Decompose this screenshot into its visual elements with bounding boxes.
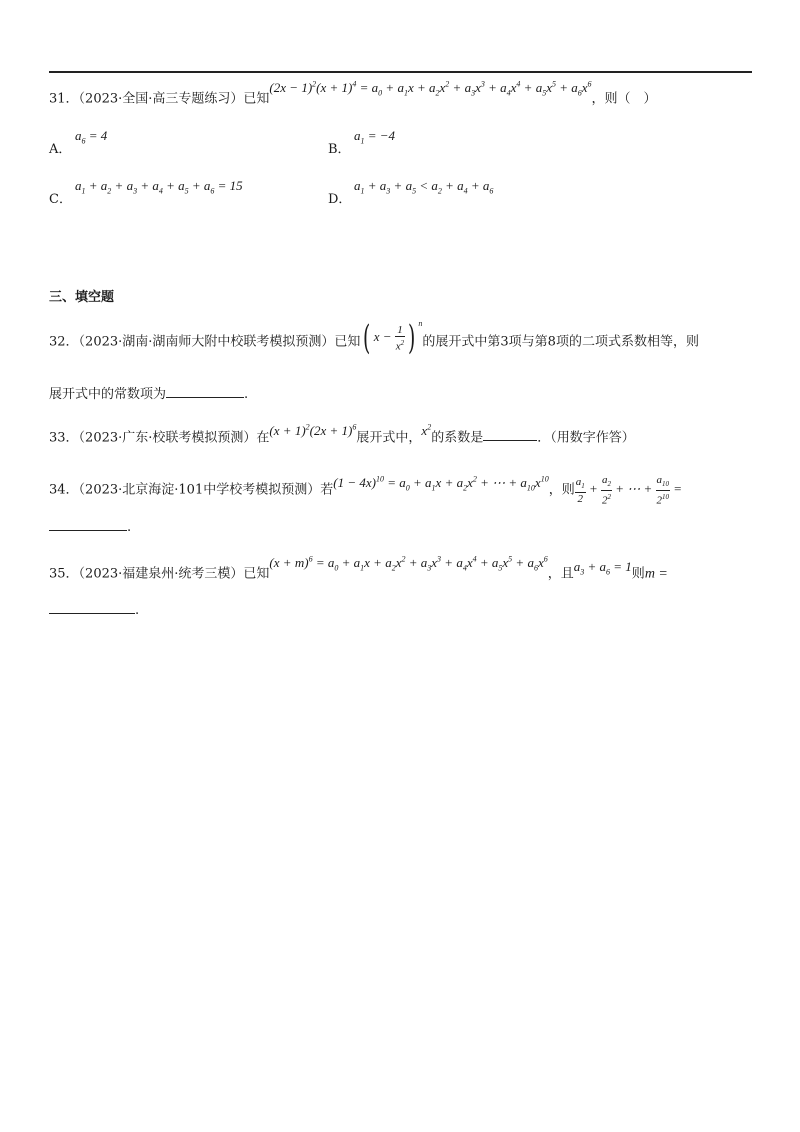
- q31-option-a-letter: A．: [49, 142, 72, 157]
- q33-text1: 展开式中，: [356, 430, 422, 446]
- q31-option-b-formula: $a_1 = -4$: [354, 128, 396, 146]
- q34-text1: ，则: [548, 482, 575, 498]
- q31-option-b-letter: B．: [328, 142, 351, 157]
- question-34-cont: [49, 518, 131, 537]
- q33-term: $x^2$: [421, 423, 432, 439]
- q33-source: （2023·广东·校联考模拟预测）: [78, 430, 257, 446]
- q32-text2: 展开式中的常数项为: [49, 387, 167, 402]
- q33-number: 33．: [49, 430, 79, 446]
- q32-expression: ( x − $\frac{1}{x^2}$ ) $^n$: [363, 318, 423, 359]
- q35-answer-blank[interactable]: [49, 601, 135, 614]
- q33-expression: $(x + 1)^2(2x + 1)^6$: [269, 423, 357, 439]
- q31-option-c-letter: C．: [49, 192, 72, 207]
- q35-number: 35．: [49, 566, 79, 582]
- q32-number: 32．: [49, 334, 79, 350]
- q35-lead: 已知: [243, 566, 270, 582]
- question-33: [49, 425, 635, 447]
- q31-equation: $(2x - 1)^2(x + 1)^4 = a_0 + a_1x + a_2x^2 + a_3x^3 + a_4x^4 + a_5x^5 + a_6x^6$: [269, 80, 592, 98]
- q32-end: .: [244, 387, 249, 402]
- q33-lead: 在: [256, 430, 270, 446]
- question-34: [49, 474, 682, 507]
- q33-text3: ．（用数字作答）: [537, 430, 635, 446]
- question-32: [49, 318, 699, 362]
- q34-equation: $(1 - 4x)^{10} = a_0 + a_1x + a_2x^2$ + ⋯ + $a_{10}x^{10}$: [333, 475, 549, 493]
- q32-source: （2023·湖南·湖南师大附中校联考模拟预测）: [78, 334, 335, 350]
- q31-tail: ，则（ ）: [591, 91, 657, 107]
- q32-text1: 的展开式中第3项与第8项的二项式系数相等，则: [422, 334, 699, 350]
- q34-number: 34．: [49, 482, 79, 498]
- q32-answer-blank[interactable]: [166, 385, 244, 398]
- q35-end: .: [135, 603, 140, 618]
- q31-option-d-formula: $a_1 + a_3 + a_5 < a_2 + a_4 + a_6$: [354, 178, 494, 196]
- q33-answer-blank[interactable]: [483, 428, 537, 441]
- q31-option-d-letter: D．: [328, 192, 352, 207]
- section-title: 三、填空题: [49, 290, 115, 305]
- q34-end: .: [127, 520, 132, 535]
- q35-condition: $a_3 + a_6 = 1$: [573, 559, 632, 577]
- q35-text1: ，且: [547, 566, 574, 582]
- q31-number: 31．: [49, 91, 79, 107]
- q31-option-c-formula: $a_1 + a_2 + a_3 + a_4 + a_5 + a_6 = 15$: [75, 178, 243, 196]
- q34-answer-blank[interactable]: [49, 518, 127, 531]
- q31-source: （2023·全国·高三专题练习）: [78, 91, 244, 107]
- question-31: [49, 80, 657, 113]
- q31-lead: 已知: [243, 91, 270, 107]
- q35-text2: 则: [631, 566, 645, 582]
- q34-sum: $\frac{a_1}{2}$ + $\frac{a_2}{2^2}$ + ⋯ + $\frac{a_{10}}{2^{10}}$ =: [575, 474, 683, 507]
- question-35: [49, 555, 668, 588]
- q31-option-a-formula: $a_6 = 4$: [75, 128, 108, 146]
- question-32-cont: [49, 385, 248, 404]
- q32-lead: 已知: [334, 334, 361, 350]
- question-35-cont: [49, 601, 139, 620]
- top-rule: [49, 71, 752, 73]
- q35-equation: $(x + m)^6 = a_0 + a_1x + a_2x^2 + a_3x^3 + a_4x^4 + a_5x^5 + a_6x^6$: [269, 555, 548, 573]
- q34-lead: 若: [320, 482, 334, 498]
- q35-source: （2023·福建泉州·统考三模）: [78, 566, 244, 582]
- q34-source: （2023·北京海淀·101中学校考模拟预测）: [78, 482, 321, 498]
- q35-m-label: m =: [644, 566, 668, 582]
- q33-text2: 的系数是: [431, 430, 484, 446]
